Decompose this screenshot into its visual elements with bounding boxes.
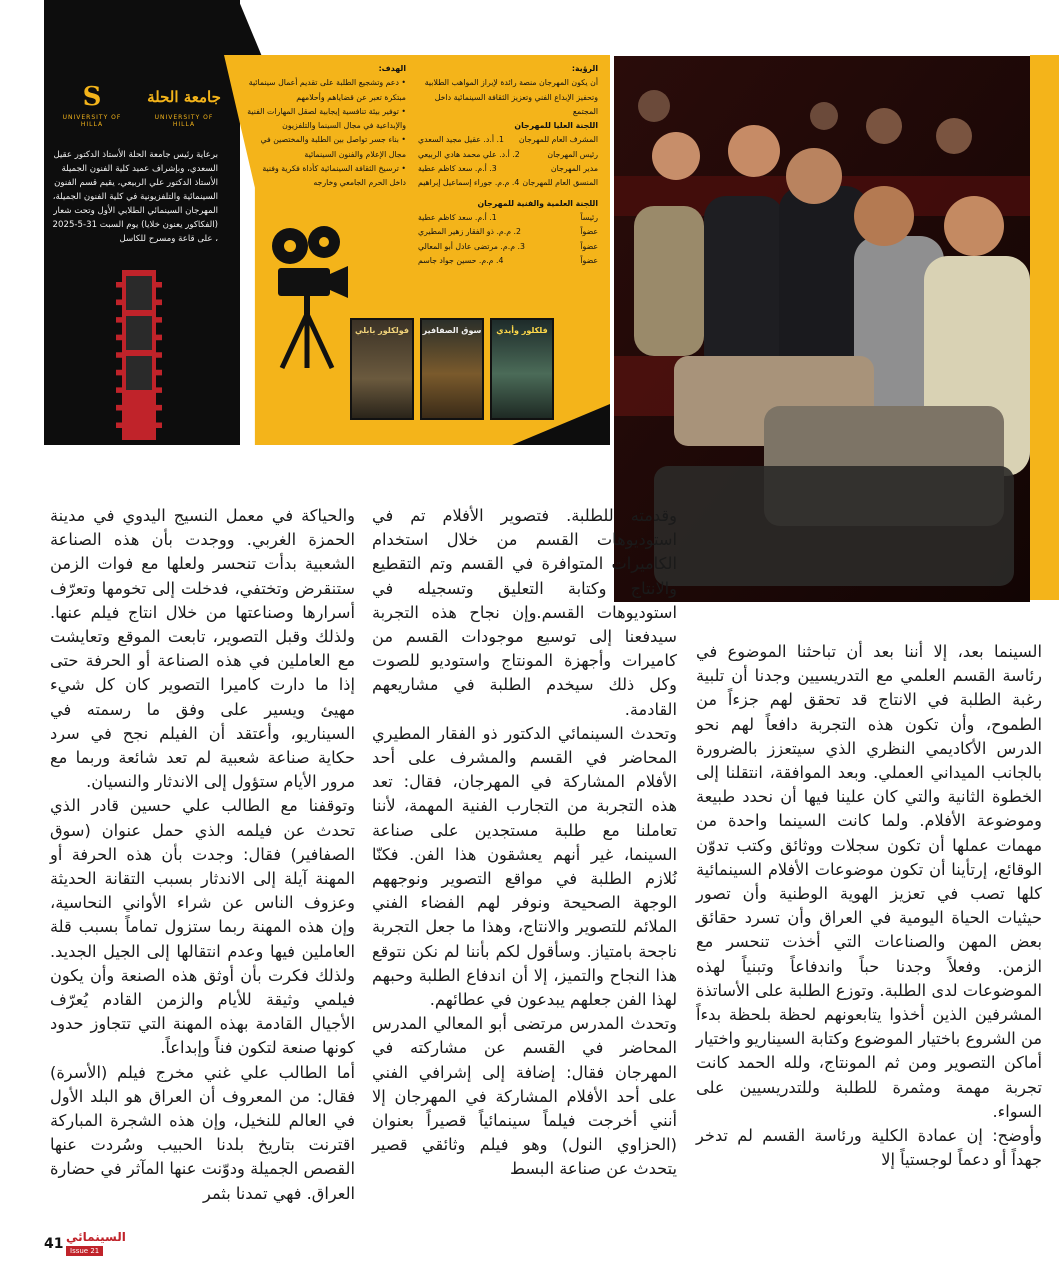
article-paragraph: وقدمته للطلبة. فتصوير الأفلام تم في استوديوهات القسم من خلال استخدام الكاميرات المتوافرة في القسم وتم التقطيع والانتاج وكتابة التعليق وتسجيله في استوديوهات القسم.وإن نجاح هذه التجربة سيدفعنا إلى توسيع موجودات القسم من كاميرات وأجهزة المونتاج واستوديو للصوت وكل ذلك سيخدم الطلبة في مشاريعهم القادمة. [372, 506, 677, 719]
member-role: المشرف العام للمهرجان [518, 135, 598, 145]
logo-emblem: جامعة الحلة [147, 88, 221, 106]
film-poster [420, 318, 484, 420]
film-poster [490, 318, 554, 420]
poster-title: فلكلور وأيدي [496, 326, 548, 335]
member-role: المنسق العام للمهرجان [522, 178, 598, 188]
member-role: رئيساً [580, 212, 598, 222]
issue-label: Issue 21 [66, 1246, 103, 1256]
logo-caption: UNIVERSITY OF HILLA [154, 114, 214, 128]
member-name: 4. م.م. حسين جواد جاسم [418, 255, 504, 265]
jury-row [418, 225, 598, 239]
goal-item: • توفير بيئة تنافسية إيجابية لصقل المهارات الفنية والإبداعية في مجال السينما والتلفزيون [247, 106, 406, 131]
member-role: رئيس المهرجان [547, 149, 598, 159]
film-frame [126, 316, 152, 350]
poster-title: فولكلور بابلي [355, 326, 409, 335]
article-paragraph: والحياكة في معمل النسيج اليدوي في مدينة الحمزة الغربي. ووجدت بأن هذه الصناعة الشعبية بدأت تنحسر ولعلها مع فوات الزمن ستنقرض وتختفي، فدخلت إلى تخومها وتعرّف أسرارها وصناعتها من خلال انتاج فيلم عنها. ولذلك وقبل التصوير، تابعت الموقع وتعايشت مع العاملين في هذه الصناعة أو الحرفة حتى إذا ما دارت كاميرا التصوير كان كل شيء مهيئ ويسير على وفق ما رسمته في السيناريو، وأعتقد أن الفيلم نجح في سرد حكاية صناعة شعبية لم تعد شائعة وربما مع مرور الأيام ستؤول إلى الاندثار والنسيان. [50, 506, 355, 792]
article-paragraph: وتحدث السينمائي الدكتور ذو الفقار المطيري المحاضر في القسم والمشرف على أحد الأفلام المشاركة في المهرجان، فقال: تعد هذه التجربة من التجارب الفنية المهمة، لأننا تعاملنا مع طلبة مستجدين على صناعة السينما، غير أنهم يعشقون هذا الفن. فكنّا نُلازم الطلبة في مواقع التصوير ونوجههم الوجهة الصحيحة ونوفر لهم الفضاء الفني الملائم للتصوير والانتاج، وهذا ما جعل التجربة ناجحة بامتياز. وسأقول لكم بأننا لم نكن نتوقع هذا النجاح والتميز، إلا أن اندفاع الطلبة وحبهم لهذا الفن جعلهم يبدعون في عطائهم. [372, 723, 677, 1010]
jury-heading: اللجنة العلمية والفنية للمهرجان [477, 198, 598, 208]
sponsor-statement: برعاية رئيس جامعة الحلة الأستاذ الدكتور عقيل السعدي، وبإشراف عميد كلية الفنون الجميلة الأستاذ الدكتور علي الربيعي، يقيم قسم الفنون السينمائية والتلفزيونية في كلية الفنون الجميلة، المهرجان السينمائي الطلابي الأول وتحت شعار (الفكاكور يعنون خلايا) يوم السبت 31-5-2025 ، على قاعة ومسرح للكاسل [52, 150, 218, 244]
member-role: عضواً [580, 227, 598, 237]
member-name: 2. م.م. ذو الفقار زهير المطيري [418, 227, 521, 237]
member-name: 3. م.م. مرتضى عادل أبو المعالي [418, 241, 525, 251]
goal-item: • ترسيخ الثقافة السينمائية كأداة فكرية وفنية داخل الحرم الجامعي وخارجه [262, 164, 406, 188]
committee-heading: اللجنة العليا للمهرجان [514, 121, 598, 131]
committee-row [418, 133, 598, 147]
article-column-right [696, 640, 1042, 1172]
member-role: عضواً [580, 255, 598, 265]
vision-heading: الرؤية: [571, 64, 598, 73]
logo-caption: UNIVERSITY OF HILLA [62, 114, 122, 128]
university-logo-left [54, 82, 130, 136]
jury-row [418, 254, 598, 268]
magazine-name: السينمائي [66, 1230, 126, 1244]
article-paragraph: وتوقفنا مع الطالب علي حسين قادر الذي تحدث عن فيلمه الذي حمل عنوان (سوق الصفافير) فقال: وجدت بأن هذه الحرفة أو المهنة آيلة إلى الاندثار بسبب التقانة الحديثة وعزوف الناس عن شراء الأواني النحاسية، وإن هذه المهنة ربما ستزول تماماً بسبب قلة العاملين فيها وعدم انتقالها إلى الجيل الجديد. ولذلك فكرت بأن أوثق هذه الصنعة وأن يكون فيلمي وثيقة للأيام والزمن القادم يُعرّف الأجيال القادمة بهذه المهنة التي تتجاوز حدود كونها صنعة لتكون فناً وإبداعاً. [50, 796, 355, 1058]
goals-heading: الهدف: [378, 64, 406, 73]
member-name: 2. أ.د. علي محمد هادي الربيعي [418, 149, 520, 159]
member-name: 1. أ.م. سعد كاظم عطية [418, 212, 497, 222]
member-role: عضواً [580, 241, 598, 251]
festival-goals [246, 62, 406, 191]
committee-row [418, 148, 598, 162]
poster-title: سوق الصفافير [422, 326, 482, 335]
member-role: مدير المهرجان [550, 164, 598, 174]
vision-body: أن يكون المهرجان منصة رائدة لإبراز المواهب الطلابية وتحفيز الإبداع الفني وتعزيز الثقافة السينمائية داخل المجتمع [424, 78, 598, 116]
member-name: 1. أ.د. عقيل مجيد السعدي [418, 135, 504, 145]
committee-row [418, 162, 598, 176]
member-name: 4. م.م. جوراء إسماعيل إبراهيم [418, 178, 520, 188]
article-column-left [50, 504, 355, 1206]
jury-row [418, 240, 598, 254]
goal-item: • دعم وتشجيع الطلبة على تقديم أعمال سينمائية مبتكرة تعبر عن قضاياهم وأحلامهم [248, 78, 406, 102]
logo-emblem: S [82, 82, 102, 112]
committee-row [418, 176, 598, 190]
film-frame [126, 356, 152, 390]
article-paragraph: وتحدث المدرس مرتضى أبو المعالي المدرس المحاضر في القسم عن مشاركته في المهرجان فقال: إضافة إلى إشرافي الفني على أحد الأفلام المشاركة في المهرجان إلا أنني أخرجت فيلماً سينمائياً قصيراً بعنوان (الحزاوي النول) وهو فيلم وثائقي قصير يتحدث عن صناعة البسط [372, 1014, 677, 1179]
university-logo-right [146, 82, 222, 136]
page-number: 41 [44, 1236, 64, 1252]
article-paragraph: السينما بعد، إلا أننا بعد أن تباحثنا الموضوع في رئاسة القسم العلمي مع التدريسيين وجدنا أن تلبية رغبة الطلبة في الانتاج قد تحقق لهم جزءاً من الطموح، وأن تكون هذه التجربة دافعاً لهم نحو الدرس الأكاديمي النظري الذي سيتعزز بالضرورة بالجانب الميداني العملي. وبعد الموافقة، انتقلنا إلى الخطوة الثانية والتي كان علينا فيها أن نحدد طبيعة وموضوعة الأفلام. ولما كانت السينما واحدة من مهمات عملها أن تكون سجلات ووثائق وكتب تدوّن الوقائع، إرتأينا أن تكون موضوعات الأفلام السينمائية كلها تصب في تعزيز الهوية الوطنية وأن تصور حيثيات الحياة اليومية في العراق وأن تسرد حقائق بعض المهن والصناعات التي أخذت تنحسر مع الزمن. وفعلاً وجدنا حباً واندفاعاً وتبنياً لهذه الموضوعات لدى الطلبة. وتوزع الطلبة على الأساتذة المشرفين الذين أخذوا يتابعونهم لحظة بلحظة بدءاً من الشروع باختيار الموضوع وكتابة السيناريو واختيار أماكن التصوير ومن ثم المونتاج، ولله الحمد كانت تجربة مهمة ومثمرة للطلبة وللتدريسيين على السواء. [696, 642, 1042, 1121]
film-frame [126, 276, 152, 310]
film-poster [350, 318, 414, 420]
yellow-side-bar [1030, 55, 1059, 600]
goal-item: • بناء جسر تواصل بين الطلبة والمختصين في مجال الإعلام والفنون السينمائية [260, 135, 406, 159]
top-dark-strip [44, 0, 616, 55]
vision-and-committee [418, 62, 598, 268]
article-paragraph: وأوضح: إن عمادة الكلية ورئاسة القسم لم تدخر جهداً أو دعماً لوجستياً إلا [696, 1126, 1042, 1170]
film-strip-graphic [116, 270, 162, 440]
article-column-middle [372, 504, 677, 1182]
film-projector-icon [268, 222, 352, 372]
jury-row [418, 211, 598, 225]
member-name: 3. أ.م. سعد كاظم عطية [418, 164, 497, 174]
article-paragraph: أما الطالب علي غني مخرج فيلم (الأسرة) فقال: من المعروف أن العراق هو البلد الأول في العالم للنخيل، وإن هذه الشجرة المباركة اقترنت بتاريخ بلدنا الحبيب وسُردت عنها القصص الجميلة ودوّنت عنها المآثر في حضارة العراق. فهي تمدنا بثمر [50, 1062, 355, 1203]
